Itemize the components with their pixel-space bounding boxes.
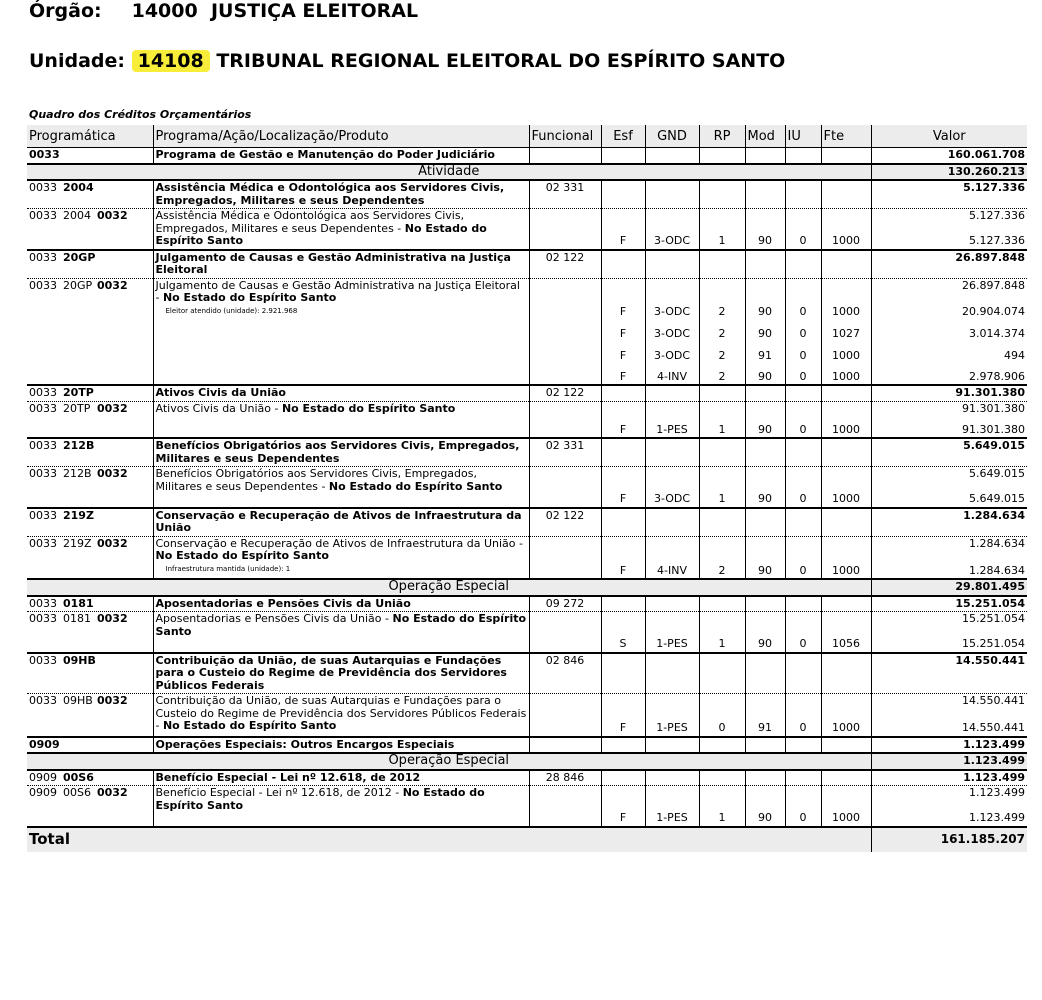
esf: F: [601, 363, 645, 385]
mod: 90: [745, 293, 785, 319]
fte: 1000: [821, 416, 871, 438]
iu: 0: [785, 293, 821, 319]
esf: F: [601, 482, 645, 508]
esf: S: [601, 627, 645, 653]
mod: 90: [745, 482, 785, 508]
action-valor: 5.649.015: [871, 438, 1027, 467]
orgao-code: 14000: [131, 0, 198, 22]
fte: 1056: [821, 627, 871, 653]
loc-valor: 15.251.054: [871, 612, 1027, 627]
gnd: 3-ODC: [645, 319, 699, 341]
section-label: Atividade: [27, 164, 871, 181]
table-header-row: [27, 125, 1027, 148]
total-valor: 161.185.207: [871, 827, 1027, 852]
credits-table: [27, 125, 1027, 852]
loc-valor: 26.897.848: [871, 278, 1027, 293]
action-row: [27, 770, 1027, 786]
gnd: 1-PES: [645, 627, 699, 653]
loc-code: 0032: [97, 786, 128, 799]
prog-code: 0909: [29, 786, 57, 799]
action-name: Julgamento de Causas e Gestão Administrativa na Justiça Eleitoral: [153, 250, 529, 279]
col-programatica: Programática: [27, 125, 153, 148]
loc-text: Julgamento de Causas e Gestão Administrativa na Justiça Eleitoral -: [155, 278, 520, 304]
detail-valor: 91.301.380: [871, 416, 1027, 438]
section-row: [27, 753, 1027, 770]
gnd: 3-ODC: [645, 224, 699, 250]
program-name: Operações Especiais: Outros Encargos Especiais: [153, 737, 529, 754]
orgao-name: JUSTIÇA ELEITORAL: [210, 0, 419, 22]
action-code: 09HB: [63, 694, 93, 707]
esf: F: [601, 293, 645, 319]
mod: 90: [745, 551, 785, 579]
detail-valor: 5.127.336: [871, 224, 1027, 250]
action-row: [27, 438, 1027, 467]
funcional-code: 02 122: [529, 385, 601, 401]
action-valor: 1.123.499: [871, 770, 1027, 786]
prog-code: 0033: [29, 536, 57, 550]
col-esf: Esf: [601, 125, 645, 148]
section-valor: 1.123.499: [871, 753, 1027, 770]
mod: 90: [745, 224, 785, 250]
funcional-code: 09 272: [529, 596, 601, 612]
loc-place: No Estado do Espírito Santo: [155, 549, 329, 562]
funcional-code: 02 122: [529, 250, 601, 279]
loc-valor: 91.301.380: [871, 401, 1027, 416]
esf: F: [601, 709, 645, 737]
prog-code: 0033: [29, 612, 57, 625]
mod: 90: [745, 363, 785, 385]
action-code: 20GP: [63, 250, 96, 264]
fte: 1000: [821, 551, 871, 579]
fte: 1000: [821, 341, 871, 363]
loc-place: No Estado do Espírito Santo: [155, 221, 487, 247]
rp: 1: [699, 224, 745, 250]
detail-valor: 5.649.015: [871, 482, 1027, 508]
detail-valor: 15.251.054: [871, 627, 1027, 653]
action-code: 20TP: [63, 401, 91, 415]
orgao-label: Órgão:: [29, 0, 102, 22]
product-note: Infraestrutura mantida (unidade): 1: [165, 564, 291, 573]
loc-text: Benefício Especial - Lei nº 12.618, de 2012 -: [155, 786, 403, 799]
prog-code: 0033: [29, 508, 57, 522]
rp: 2: [699, 363, 745, 385]
col-iu: IU: [785, 125, 821, 148]
orgao-heading: [29, 0, 418, 22]
action-valor: 5.127.336: [871, 180, 1027, 209]
program-valor: 1.123.499: [871, 737, 1027, 754]
prog-code: 0033: [29, 439, 57, 452]
iu: 0: [785, 482, 821, 508]
gnd: 1-PES: [645, 709, 699, 737]
loc-text: Conservação e Recuperação de Ativos de Infraestrutura da União -: [155, 536, 523, 550]
program-code: 0033: [27, 148, 153, 164]
rp: 2: [699, 551, 745, 579]
prog-code: 0033: [29, 401, 57, 415]
iu: 0: [785, 801, 821, 827]
rp: 2: [699, 293, 745, 319]
loc-place: No Estado do Espírito Santo: [328, 479, 503, 493]
action-name: Conservação e Recuperação de Ativos de Infraestrutura da União: [153, 508, 529, 537]
action-code: 0181: [63, 612, 91, 625]
action-name: Assistência Médica e Odontológica aos Servidores Civis, Empregados, Militares e seus Dependentes: [153, 180, 529, 209]
funcional-code: 02 331: [529, 180, 601, 209]
program-name: Programa de Gestão e Manutenção do Poder Judiciário: [153, 148, 529, 164]
action-row: [27, 508, 1027, 537]
iu: 0: [785, 709, 821, 737]
total-label: Total: [27, 827, 871, 852]
product-note: Eleitor atendido (unidade): 2.921.968: [165, 306, 298, 315]
action-valor: 1.284.634: [871, 508, 1027, 537]
esf: F: [601, 341, 645, 363]
detail-valor: 1.123.499: [871, 801, 1027, 827]
detail-valor: 14.550.441: [871, 709, 1027, 737]
prog-code: 0033: [29, 694, 57, 707]
mod: 90: [745, 801, 785, 827]
col-valor: Valor: [871, 125, 1027, 148]
location-row: [27, 786, 1027, 801]
action-row: [27, 596, 1027, 612]
funcional-code: 02 331: [529, 438, 601, 467]
prog-code: 0033: [29, 596, 57, 610]
col-rp: RP: [699, 125, 745, 148]
mod: 90: [745, 627, 785, 653]
action-row: [27, 250, 1027, 279]
col-funcional: Funcional: [529, 125, 601, 148]
gnd: 1-PES: [645, 416, 699, 438]
prog-code: 0033: [29, 181, 57, 194]
mod: 91: [745, 341, 785, 363]
prog-code: 0033: [29, 653, 57, 667]
fte: 1000: [821, 709, 871, 737]
loc-code: 0032: [97, 694, 128, 707]
location-row: [27, 401, 1027, 416]
section-row: [27, 164, 1027, 181]
loc-code: 0032: [97, 536, 128, 550]
loc-place: No Estado do Espírito Santo: [155, 612, 527, 638]
action-code: 219Z: [63, 508, 94, 522]
gnd: 4-INV: [645, 363, 699, 385]
action-valor: 15.251.054: [871, 596, 1027, 612]
location-row: [27, 209, 1027, 224]
loc-place: No Estado do Espírito Santo: [155, 786, 485, 812]
loc-code: 0032: [97, 467, 128, 480]
iu: 0: [785, 341, 821, 363]
action-code: 00S6: [63, 786, 91, 799]
detail-valor: 3.014.374: [871, 319, 1027, 341]
col-fte: Fte: [821, 125, 871, 148]
prog-code: 0033: [29, 278, 57, 292]
action-code: 09HB: [63, 653, 96, 667]
iu: 0: [785, 416, 821, 438]
prog-code: 0033: [29, 467, 57, 480]
rp: 1: [699, 416, 745, 438]
fte: 1000: [821, 482, 871, 508]
location-row: [27, 612, 1027, 627]
esf: F: [601, 224, 645, 250]
loc-code: 0032: [97, 278, 128, 292]
section-valor: 29.801.495: [871, 579, 1027, 596]
rp: 1: [699, 801, 745, 827]
action-code: 219Z: [63, 536, 92, 550]
unidade-label: Unidade:: [29, 50, 125, 72]
loc-text: Benefícios Obrigatórios aos Servidores Civis, Empregados, Militares e seus Dependentes -: [155, 467, 477, 493]
col-programa: Programa/Ação/Localização/Produto: [153, 125, 529, 148]
action-code: 0181: [63, 596, 94, 610]
funcional-code: 02 846: [529, 653, 601, 694]
program-valor: 160.061.708: [871, 148, 1027, 164]
rp: 0: [699, 709, 745, 737]
funcional-code: 02 122: [529, 508, 601, 537]
loc-code: 0032: [97, 612, 128, 625]
loc-text: Ativos Civis da União -: [155, 401, 282, 415]
mod: 91: [745, 709, 785, 737]
fte: 1000: [821, 363, 871, 385]
rp: 1: [699, 482, 745, 508]
action-code: 2004: [63, 181, 94, 194]
mod: 90: [745, 319, 785, 341]
gnd: 3-ODC: [645, 482, 699, 508]
prog-code: 0909: [29, 770, 57, 784]
loc-text: Contribuição da União, de suas Autarquias e Fundações para o Custeio do Regime de Previdência dos Servidores Públicos Federais -: [155, 694, 527, 732]
loc-text: Aposentadorias e Pensões Civis da União -: [155, 612, 393, 625]
esf: F: [601, 551, 645, 579]
iu: 0: [785, 363, 821, 385]
iu: 0: [785, 224, 821, 250]
total-row: [27, 827, 1027, 852]
action-valor: 91.301.380: [871, 385, 1027, 401]
rp: 1: [699, 627, 745, 653]
location-row: [27, 467, 1027, 482]
iu: 0: [785, 627, 821, 653]
prog-code: 0033: [29, 209, 57, 222]
action-valor: 26.897.848: [871, 250, 1027, 279]
action-code: 00S6: [63, 770, 94, 784]
loc-text: Assistência Médica e Odontológica aos Servidores Civis, Empregados, Militares e seus Dependentes -: [155, 209, 465, 235]
gnd: 3-ODC: [645, 341, 699, 363]
action-code: 212B: [63, 467, 92, 480]
program-code: 0909: [27, 737, 153, 754]
action-code: 20GP: [63, 278, 93, 292]
action-name: Benefícios Obrigatórios aos Servidores Civis, Empregados, Militares e seus Dependentes: [153, 438, 529, 467]
action-code: 2004: [63, 209, 91, 222]
fte: 1000: [821, 224, 871, 250]
action-row: [27, 653, 1027, 694]
loc-code: 0032: [97, 401, 128, 415]
section-label: Operação Especial: [27, 579, 871, 596]
loc-valor: 14.550.441: [871, 694, 1027, 709]
program-row: [27, 148, 1027, 164]
unidade-code-highlighted: 14108: [132, 50, 210, 72]
loc-valor: 1.123.499: [871, 786, 1027, 801]
loc-code: 0032: [97, 209, 128, 222]
gnd: 3-ODC: [645, 293, 699, 319]
detail-valor: 2.978.906: [871, 363, 1027, 385]
action-code: 212B: [63, 439, 95, 452]
gnd: 4-INV: [645, 551, 699, 579]
loc-valor: 5.649.015: [871, 467, 1027, 482]
action-code: 20TP: [63, 386, 94, 399]
fte: 1000: [821, 293, 871, 319]
location-row: [27, 694, 1027, 709]
prog-code: 0033: [29, 250, 57, 264]
location-row: [27, 278, 1027, 293]
gnd: 1-PES: [645, 801, 699, 827]
detail-valor: 1.284.634: [871, 551, 1027, 579]
detail-valor: 20.904.074: [871, 293, 1027, 319]
iu: 0: [785, 319, 821, 341]
loc-place: No Estado do Espírito Santo: [162, 719, 337, 732]
esf: F: [601, 416, 645, 438]
action-row: [27, 385, 1027, 401]
loc-place: No Estado do Espírito Santo: [162, 291, 337, 304]
fte: 1000: [821, 801, 871, 827]
prog-code: 0033: [29, 386, 57, 399]
rp: 2: [699, 319, 745, 341]
section-label: Operação Especial: [27, 753, 871, 770]
unidade-name: TRIBUNAL REGIONAL ELEITORAL DO ESPÍRITO SANTO: [216, 50, 786, 72]
loc-valor: 5.127.336: [871, 209, 1027, 224]
action-row: [27, 180, 1027, 209]
esf: F: [601, 801, 645, 827]
action-name: Ativos Civis da União: [153, 385, 529, 401]
funcional-code: 28 846: [529, 770, 601, 786]
col-gnd: GND: [645, 125, 699, 148]
esf: F: [601, 319, 645, 341]
location-row: [27, 536, 1027, 551]
section-row: [27, 579, 1027, 596]
detail-valor: 494: [871, 341, 1027, 363]
unidade-heading: [29, 50, 785, 72]
action-valor: 14.550.441: [871, 653, 1027, 694]
mod: 90: [745, 416, 785, 438]
loc-place: No Estado do Espírito Santo: [281, 401, 456, 415]
iu: 0: [785, 551, 821, 579]
action-name: Contribuição da União, de suas Autarquias e Fundações para o Custeio do Regime de Previdência dos Servidores Públicos Federais: [153, 653, 529, 694]
action-name: Benefício Especial - Lei nº 12.618, de 2012: [153, 770, 529, 786]
action-name: Aposentadorias e Pensões Civis da União: [153, 596, 529, 612]
section-valor: 130.260.213: [871, 164, 1027, 181]
table-title: Quadro dos Créditos Orçamentários: [29, 108, 252, 121]
col-mod: Mod: [745, 125, 785, 148]
program-row: [27, 737, 1027, 754]
rp: 2: [699, 341, 745, 363]
loc-valor: 1.284.634: [871, 536, 1027, 551]
fte: 1027: [821, 319, 871, 341]
